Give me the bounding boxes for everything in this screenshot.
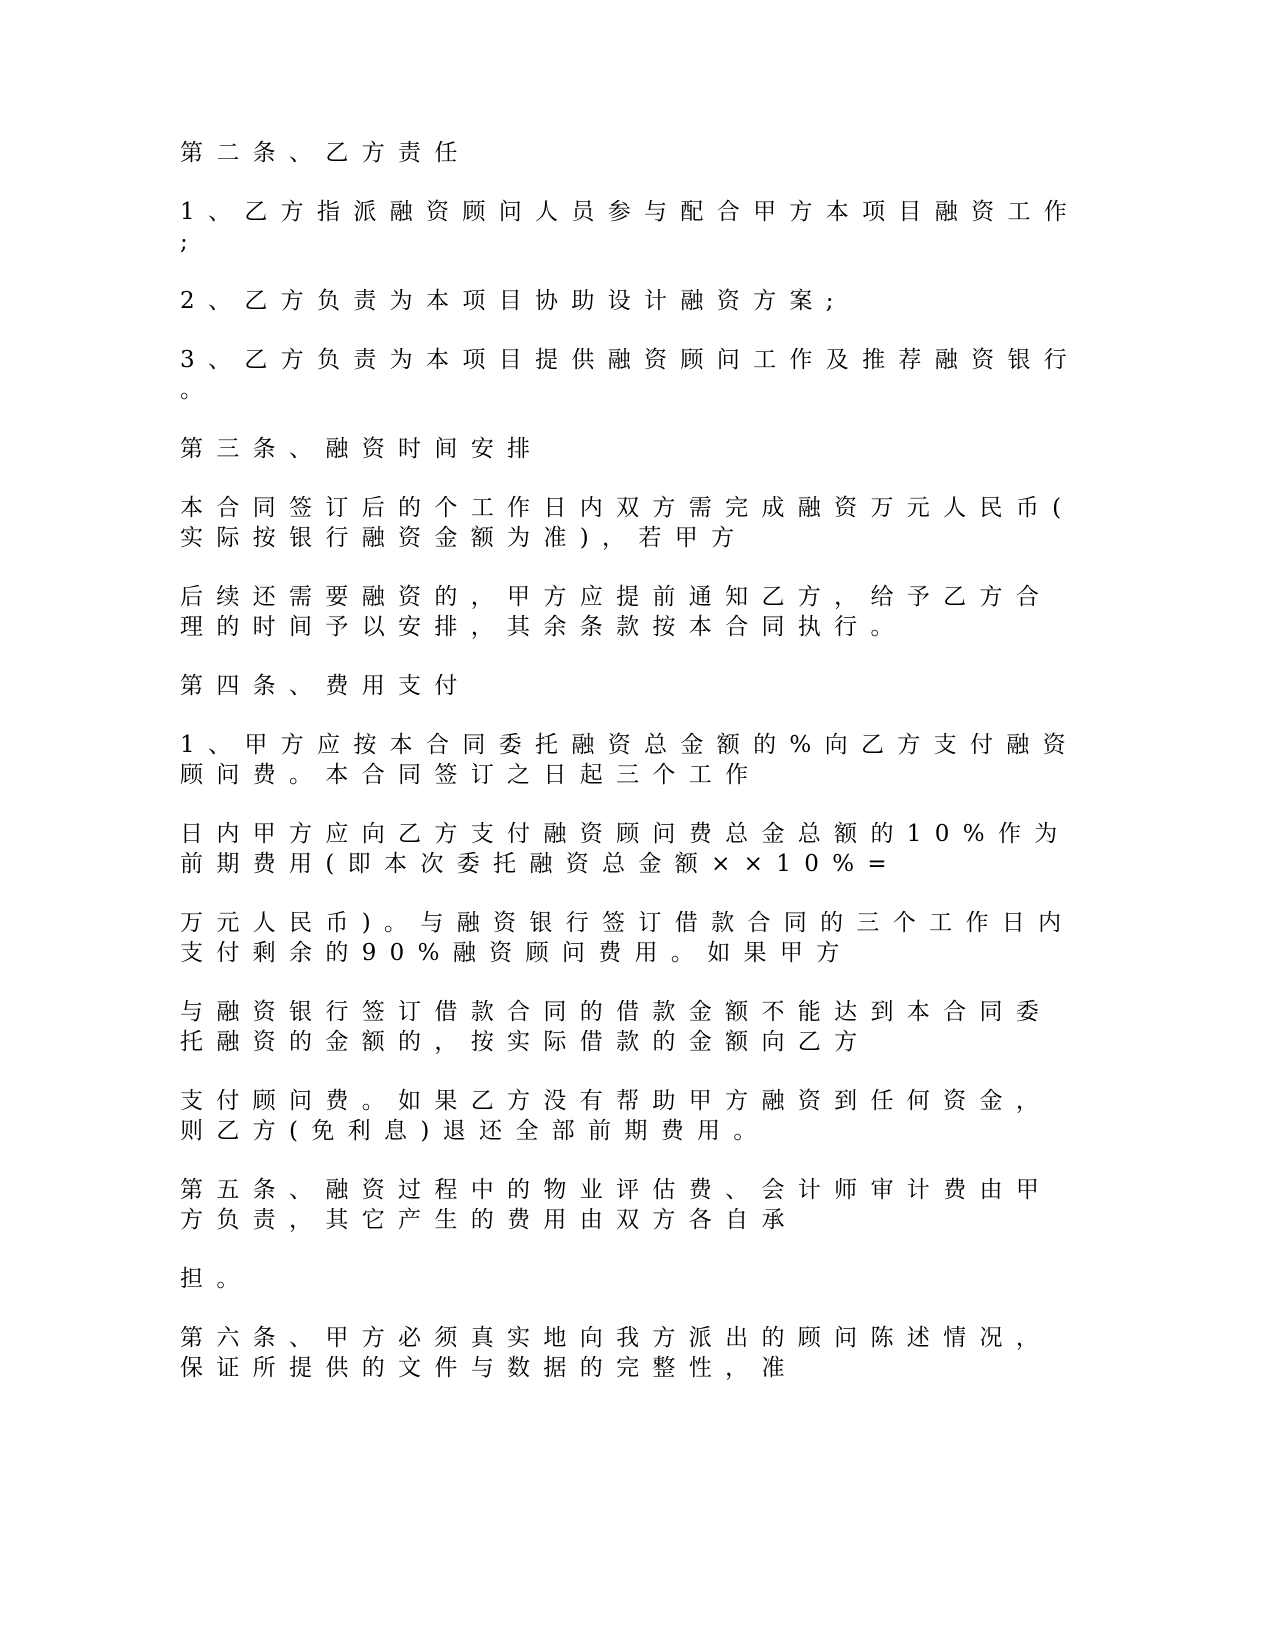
text-line: 第二条、乙方责任 (180, 140, 471, 166)
article-4-paragraph-5 (180, 1086, 1080, 1146)
text-line: 1、甲方应按本合同委托融资总金额的%向乙方支付融资 (180, 732, 1079, 758)
text-line: 。 (180, 377, 217, 403)
text-line: 顾问费。本合同签订之日起三个工作 (180, 762, 762, 788)
clause-2-3 (180, 345, 1080, 405)
heading-article-3 (180, 434, 1080, 464)
text-line: 前期费用(即本次委托融资总金额××10%= (180, 851, 901, 877)
text-line: 托融资的金额的，按实际借款的金额向乙方 (180, 1029, 871, 1055)
text-line: 与融资银行签订借款合同的借款金额不能达到本合同委 (180, 999, 1053, 1025)
text-line: ; (180, 229, 202, 255)
text-line: 支付顾问费。如果乙方没有帮助甲方融资到任何资金， (180, 1088, 1053, 1114)
text-line: 理的时间予以安排，其余条款按本合同执行。 (180, 614, 907, 640)
text-line: 则乙方(免利息)退还全部前期费用。 (180, 1118, 770, 1144)
article-3-paragraph-1 (180, 493, 1080, 553)
article-5 (180, 1175, 1080, 1235)
text-line: 方负责，其它产生的费用由双方各自承 (180, 1207, 798, 1233)
text-line: 实际按银行融资金额为准)，若甲方 (180, 525, 748, 551)
text-line: 万元人民币)。与融资银行签订借款合同的三个工作日内 (180, 910, 1075, 936)
heading-article-2 (180, 138, 1080, 168)
text-line: 2、乙方负责为本项目协助设计融资方案; (180, 288, 847, 314)
article-4-paragraph-2 (180, 819, 1080, 879)
article-4-paragraph-4 (180, 997, 1080, 1057)
heading-article-4 (180, 671, 1080, 701)
text-line: 担。 (180, 1266, 253, 1292)
article-3-paragraph-2 (180, 582, 1080, 642)
text-line: 第四条、费用支付 (180, 673, 471, 699)
article-5-continuation (180, 1264, 1080, 1294)
text-line: 第五条、融资过程中的物业评估费、会计师审计费由甲 (180, 1177, 1053, 1203)
clause-2-2 (180, 286, 1080, 316)
text-line: 3、乙方负责为本项目提供融资顾问工作及推荐融资银行 (180, 347, 1081, 373)
text-line: 第六条、甲方必须真实地向我方派出的顾问陈述情况， (180, 1325, 1053, 1351)
clause-4-1 (180, 730, 1080, 790)
article-4-paragraph-3 (180, 908, 1080, 968)
text-line: 第三条、融资时间安排 (180, 436, 544, 462)
text-line: 保证所提供的文件与数据的完整性，准 (180, 1355, 798, 1381)
text-line: 本合同签订后的个工作日内双方需完成融资万元人民币( (180, 495, 1075, 521)
text-line: 1、乙方指派融资顾问人员参与配合甲方本项目融资工作 (180, 199, 1081, 225)
text-line: 后续还需要融资的，甲方应提前通知乙方，给予乙方合 (180, 584, 1053, 610)
clause-2-1 (180, 197, 1080, 257)
article-6 (180, 1323, 1080, 1383)
text-line: 支付剩余的90%融资顾问费用。如果甲方 (180, 940, 853, 966)
document-body (180, 138, 1080, 1412)
text-line: 日内甲方应向乙方支付融资顾问费总金总额的10%作为 (180, 821, 1071, 847)
